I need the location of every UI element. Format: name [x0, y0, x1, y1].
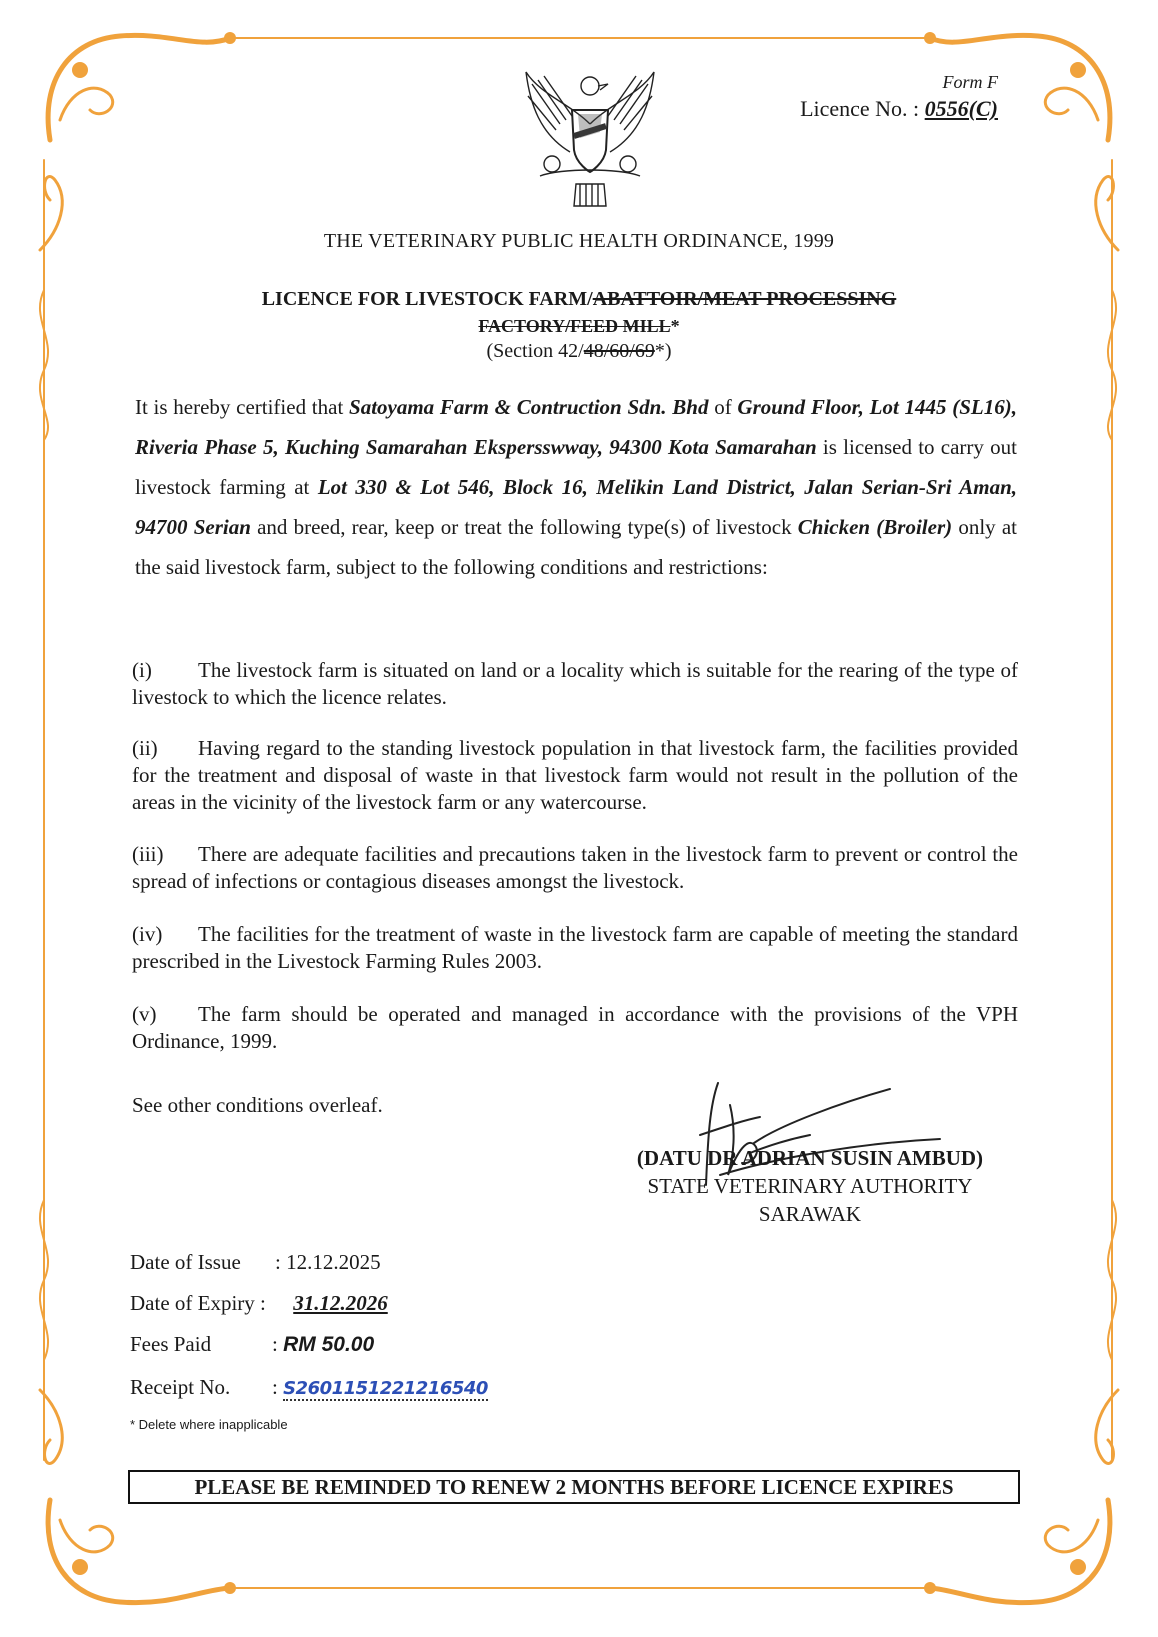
section-prefix: (Section 42/ [486, 340, 584, 362]
licence-number-value: 0556(C) [924, 96, 998, 121]
condition-2 [132, 735, 1018, 816]
licence-number-label: Licence No. : [800, 96, 920, 121]
condition-number: (i) [132, 658, 152, 682]
livestock-type: Chicken (Broiler) [797, 515, 953, 539]
licence-title-line2 [0, 316, 1158, 337]
condition-4 [132, 921, 1018, 975]
licence-title-struck2: FACTORY/FEED MILL [478, 316, 671, 336]
section-suffix: *) [654, 340, 672, 362]
condition-number: (v) [132, 1002, 157, 1026]
licence-title-asterisk: * [670, 316, 680, 336]
certify-text-2: of [708, 395, 738, 419]
section-reference [0, 340, 1158, 363]
licensee-address: Ground Floor, Lot 1445 (SL16), Riveria Phase 5, Kuching Samarahan Ekspersswway, 94300 Kota Samarahan [135, 395, 1017, 459]
certify-text-3: is licensed to carry out livestock farming at [135, 435, 1017, 499]
date-of-issue-value: : 12.12.2025 [275, 1250, 381, 1274]
condition-text: The farm should be operated and managed in accordance with the provisions of the VPH Ordinance, 1999. [132, 1002, 1018, 1053]
fees-paid-label: Fees Paid [130, 1332, 212, 1356]
condition-number: (iv) [132, 922, 163, 946]
footnote: * Delete where inapplicable [130, 1417, 288, 1432]
condition-3 [132, 841, 1018, 895]
signatory-place: SARAWAK [758, 1202, 862, 1226]
date-of-expiry-value: 31.12.2026 [293, 1291, 388, 1315]
sarawak-crest-emblem [520, 64, 660, 214]
date-of-expiry-label: Date of Expiry : [130, 1291, 266, 1315]
receipt-no-colon: : [272, 1375, 278, 1399]
certify-text-1: It is hereby certified that [135, 395, 350, 419]
certification-paragraph [135, 387, 1017, 587]
condition-5 [132, 1001, 1018, 1055]
licence-title-struck1: ABATTOIR/MEAT PROCESSING [592, 288, 897, 310]
overleaf-note: See other conditions overleaf. [132, 1093, 383, 1117]
licence-number-line [800, 96, 998, 122]
farm-location: Lot 330 & Lot 546, Block 16, Melikin Land District, Jalan Serian-Sri Aman, 94700 Serian [135, 475, 1018, 539]
ordinance-heading: THE VETERINARY PUBLIC HEALTH ORDINANCE, 1999 [323, 230, 835, 252]
receipt-no-value: S2601151221216540 [283, 1378, 488, 1399]
condition-text: The facilities for the treatment of waste in the livestock farm are capable of meeting the standard prescribed in the Livestock Farming Rules 2003. [132, 922, 1018, 973]
date-of-expiry-row [130, 1291, 388, 1316]
date-of-issue-row [130, 1250, 381, 1275]
condition-text: Having regard to the standing livestock population in that livestock farm, the facilities provided for the treatment and disposal of waste in that livestock farm would not result in the pollution of the areas in the vicinity of the livestock farm or any watercourse. [132, 736, 1018, 814]
fees-paid-row [130, 1332, 374, 1357]
form-label: Form F [942, 72, 998, 92]
signatory-name: (DATU DR ADRIAN SUSIN AMBUD) [636, 1146, 984, 1170]
licensee-company: Satoyama Farm & Contruction Sdn. Bhd [349, 395, 709, 419]
receipt-no-label: Receipt No. [130, 1375, 231, 1399]
renewal-reminder-box: PLEASE BE REMINDED TO RENEW 2 MONTHS BEFORE LICENCE EXPIRES [128, 1470, 1020, 1504]
date-of-issue-label: Date of Issue [130, 1250, 241, 1274]
fees-paid-value: RM 50.00 [283, 1333, 375, 1356]
licence-title-prefix: LICENCE FOR LIVESTOCK FARM/ [261, 288, 593, 310]
certify-text-5: only at the said livestock farm, subject to the following conditions and restrictions: [135, 515, 1017, 579]
condition-text: There are adequate facilities and precautions taken in the livestock farm to prevent or control the spread of infections or contagious diseases amongst the livestock. [132, 842, 1018, 893]
condition-number: (iii) [132, 842, 164, 866]
section-struck: 48/60/69 [583, 340, 655, 362]
certify-text-4: and breed, rear, keep or treat the following type(s) of livestock [250, 515, 798, 539]
fees-paid-colon: : [272, 1332, 278, 1356]
signatory-title: STATE VETERINARY AUTHORITY [647, 1174, 973, 1198]
receipt-no-row [130, 1375, 488, 1400]
condition-text: The livestock farm is situated on land or a locality which is suitable for the rearing of the type of livestock to which the licence relates. [132, 658, 1018, 709]
licence-title-line1 [0, 288, 1158, 311]
condition-1 [132, 657, 1018, 711]
condition-number: (ii) [132, 736, 158, 760]
